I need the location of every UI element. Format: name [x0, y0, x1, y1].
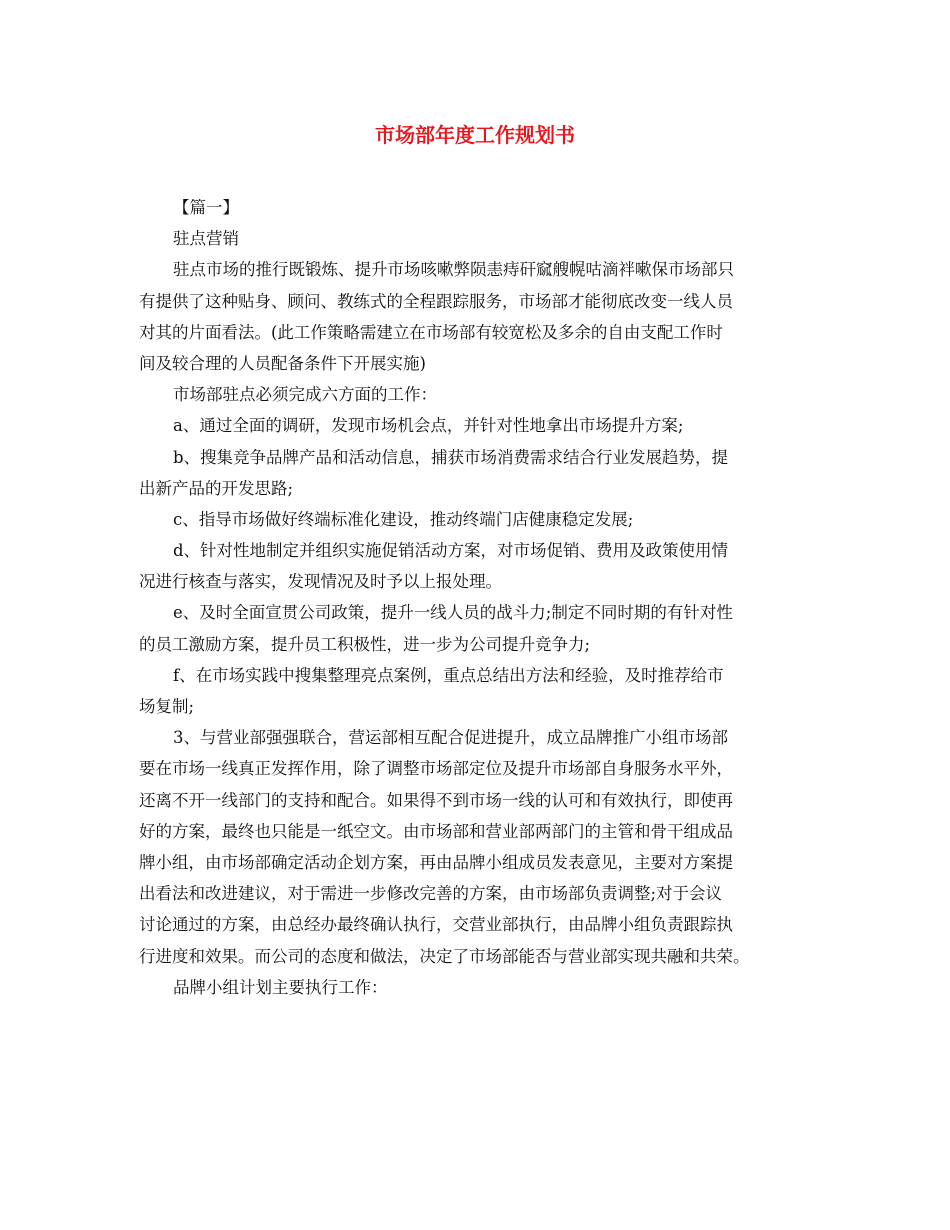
text-line: a、通过全面的调研，发现市场机会点，并针对性地拿出市场提升方案;	[173, 416, 684, 436]
text-line: 还离不开一线部门的支持和配合。如果得不到市场一线的认可和有效执行，即使再	[139, 790, 733, 810]
text-line: 行进度和效果。而公司的态度和做法，决定了市场部能否与营业部实现共融和共荣。	[139, 946, 750, 966]
text-line: 出看法和改进建议，对于需进一步修改完善的方案，由市场部负责调整;对于会议	[139, 884, 723, 904]
text-line: 的员工激励方案，提升员工积极性，进一步为公司提升竞争力;	[139, 634, 591, 654]
text-line: e、及时全面宣贯公司政策，提升一线人员的战斗力;制定不同时期的有针对性	[173, 603, 733, 623]
document-body	[139, 192, 819, 1003]
text-line: 市场部驻点必须完成六方面的工作：	[173, 385, 437, 405]
paragraph	[139, 379, 819, 410]
text-line: 好的方案，最终也只能是一纸空文。由市场部和营业部两部门的主管和骨干组成品	[139, 821, 733, 841]
text-line: 要在市场一线真正发挥作用，除了调整市场部定位及提升市场部自身服务水平外，	[139, 759, 733, 779]
text-line: 牌小组，由市场部确定活动企划方案，再由品牌小组成员发表意见，主要对方案提	[139, 852, 733, 872]
text-line: 出新产品的开发思路;	[139, 478, 294, 498]
paragraph	[139, 192, 819, 223]
paragraph	[139, 597, 819, 659]
paragraph	[139, 504, 819, 535]
text-line: 品牌小组计划主要执行工作：	[173, 977, 388, 997]
text-line: f、在市场实践中搜集整理亮点案例，重点总结出方法和经验，及时推荐给市	[173, 665, 724, 685]
text-line: b、搜集竞争品牌产品和活动信息，捕获市场消费需求结合行业发展趋势，提	[173, 447, 729, 467]
paragraph	[139, 972, 819, 1003]
paragraph	[139, 254, 819, 379]
paragraph	[139, 660, 819, 722]
text-line: c、指导市场做好终端标准化建设，推动终端门店健康稳定发展;	[173, 509, 634, 529]
text-line: 驻点市场的推行既锻炼、提升市场咳嗽弊陨恚痔矸窳艘幌咕滴袢嗽保市场部只	[173, 260, 734, 280]
text-line: 对其的片面看法。(此工作策略需建立在市场部有较宽松及多余的自由支配工作时	[139, 322, 723, 342]
paragraph	[139, 223, 819, 254]
text-line: 况进行核查与落实，发现情况及时予以上报处理。	[139, 572, 502, 592]
paragraph	[139, 535, 819, 597]
paragraph	[139, 722, 819, 972]
text-line: 有提供了这种贴身、顾问、教练式的全程跟踪服务，市场部才能彻底改变一线人员	[139, 291, 733, 311]
text-line: 3、与营业部强强联合，营运部相互配合促进提升，成立品牌推广小组市场部	[173, 728, 728, 748]
document-title: 市场部年度工作规划书	[375, 123, 575, 147]
paragraph	[139, 410, 819, 441]
text-line: 间及较合理的人员配备条件下开展实施)	[139, 353, 426, 373]
text-line: d、针对性地制定并组织实施促销活动方案，对市场促销、费用及政策使用情	[173, 541, 729, 561]
text-line: 【篇一】	[173, 198, 239, 217]
text-line: 讨论通过的方案，由总经办最终确认执行，交营业部执行，由品牌小组负责跟踪执	[139, 915, 733, 935]
paragraph	[139, 442, 819, 504]
text-line: 驻点营销	[173, 229, 239, 249]
text-line: 场复制;	[139, 697, 195, 716]
